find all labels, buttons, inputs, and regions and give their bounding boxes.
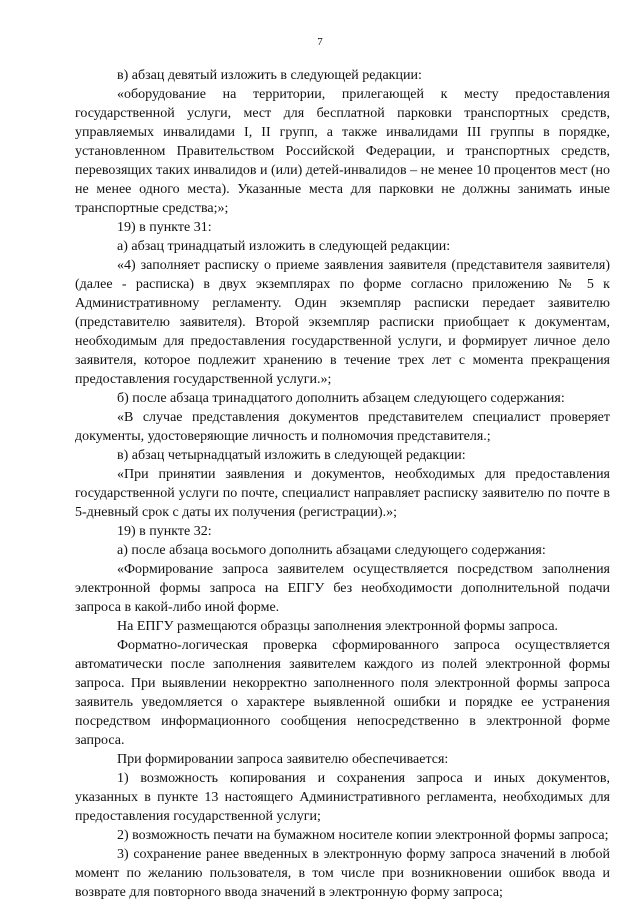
paragraph: 2) возможность печати на бумажном носителе копии электронной формы запроса;: [117, 828, 609, 843]
paragraph: 3) сохранение ранее введенных в электронную форму запроса значений в любой момент по желанию пользователя, в том числе при возникновении ошибок ввода и возврате для повторного ввода значений в электронную форму запроса;: [75, 847, 610, 900]
paragraph: а) после абзаца восьмого дополнить абзацами следующего содержания:: [117, 543, 546, 558]
paragraph: На ЕПГУ размещаются образцы заполнения электронной формы запроса.: [117, 619, 559, 634]
paragraph: 1) возможность копирования и сохранения запроса и иных документов, указанных в пункте 13 настоящего Административного регламента, необходимых для предоставления государственной услуги;: [75, 771, 610, 824]
paragraph: «оборудование на территории, прилегающей к месту предоставления государственной услуги, мест для бесплатной парковки транспортных средств, управляемых инвалидами I, II групп, а также инвалидами III группы в порядке, установленном Правительством Российской Федерации, и транспортных средств, перевозящих таких инвалидов и (или) детей-инвалидов – не менее 10 процентов мест (но не менее одного места). Указанные места для парковки не должны занимать иные транспортные средства;»;: [75, 87, 610, 216]
paragraph: а) абзац тринадцатый изложить в следующей редакции:: [117, 239, 451, 254]
paragraph: 19) в пункте 32:: [117, 524, 212, 539]
paragraph: Форматно-логическая проверка сформированного запроса осуществляется автоматически после заполнения заявителем каждого из полей электронной формы запроса. При выявлении некорректно заполненного поля электронной формы запроса заявитель уведомляется о характере выявленной ошибки и порядке ее устранения посредством информационного сообщения непосредственно в электронной форме запроса.: [75, 638, 610, 748]
paragraph: При формировании запроса заявителю обеспечивается:: [117, 752, 449, 767]
paragraph: «Формирование запроса заявителем осуществляется посредством заполнения электронной формы запроса на ЕПГУ без необходимости дополнительной подачи запроса в какой-либо иной форме.: [75, 562, 610, 615]
paragraph: в) абзац девятый изложить в следующей редакции:: [117, 68, 422, 83]
page-number: 7: [317, 36, 323, 48]
paragraph: 19) в пункте 31:: [117, 220, 212, 235]
paragraph: «4) заполняет расписку о приеме заявления заявителя (представителя заявителя) (далее - расписка) в двух экземплярах по форме согласно приложению № 5 к Административному регламенту. Один экземпляр расписки передает заявителю (представителю заявителя). Второй экземпляр расписки приобщает к документам, необходимым для предоставления государственной услуги, и формирует личное дело заявителя, которое подлежит хранению в течение трех лет с момента прекращения предоставления государственной услуги.»;: [75, 258, 610, 387]
paragraph: «При принятии заявления и документов, необходимых для предоставления государственной услуги по почте, специалист направляет расписку заявителю по почте в 5-дневный срок с даты их получения (регистрации).»;: [75, 467, 610, 520]
paragraph: б) после абзаца тринадцатого дополнить абзацем следующего содержания:: [117, 391, 565, 406]
paragraph: «В случае представления документов представителем специалист проверяет документы, удостоверяющие личность и полномочия представителя.;: [75, 410, 610, 444]
document-body: [75, 66, 610, 902]
paragraph: в) абзац четырнадцатый изложить в следующей редакции:: [117, 448, 466, 463]
